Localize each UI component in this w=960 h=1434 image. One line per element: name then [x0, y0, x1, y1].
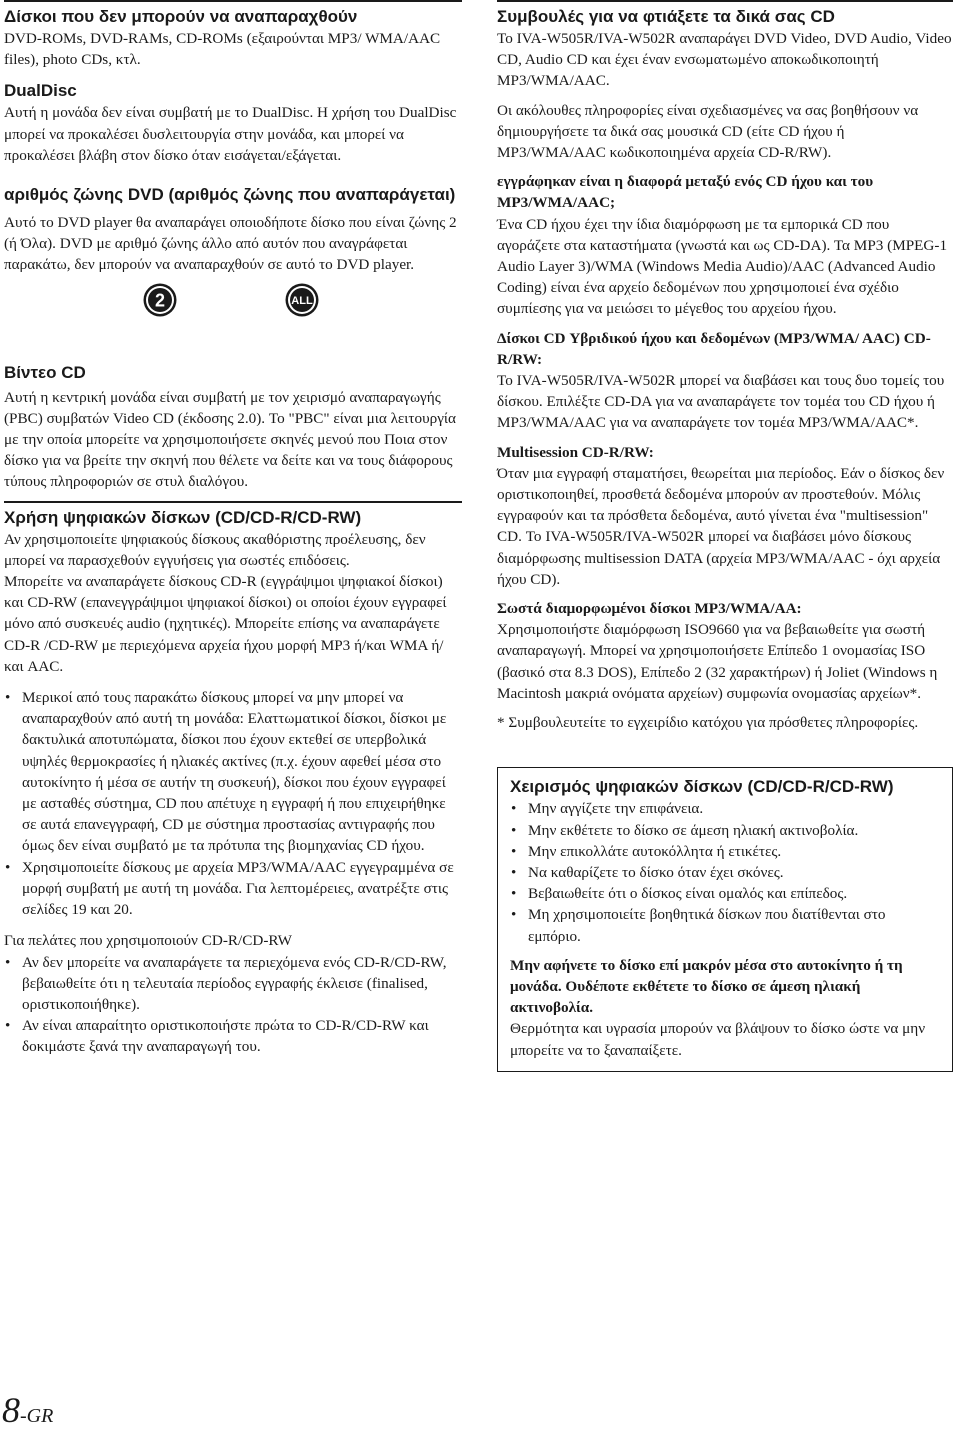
section-title: Χρήση ψηφιακών δίσκων (CD/CD-R/CD-RW) — [4, 507, 362, 527]
region-all-icon — [284, 282, 320, 318]
section-body: DVD-ROMs, DVD-RAMs, CD-ROMs (εξαιρούνται MP3/ WMA/AAC files), photo CDs, κτλ. — [4, 30, 441, 69]
region-icons — [4, 276, 462, 362]
section-body: Θερμότητα και υγρασία μπορούν να βλάψουν το δίσκο ώστε να μην μπορείτε να το ξαναπαίξετε. — [510, 1020, 926, 1059]
page-number-value: 8 — [2, 1390, 20, 1430]
region-all-label: ALL — [291, 294, 313, 307]
section-title: Δίσκοι που δεν μπορούν να αναπαραχθούν — [4, 7, 358, 26]
bullet-list — [4, 687, 462, 920]
list-item: • Μην αγγίζετε την επιφάνεια. — [510, 798, 940, 819]
section-video-cd — [4, 362, 462, 493]
bullet-list — [4, 952, 462, 1058]
section-cd-tips — [497, 0, 953, 733]
section-title: αριθμός ζώνης DVD (αριθμός ζώνης που αναπαράγεται) — [4, 185, 456, 205]
list-item: • Αν είναι απαραίτητο οριστικοποιήστε πρώτα το CD-R/CD-RW και δοκιμάστε ξανά την αναπαραγωγή του. — [4, 1015, 462, 1057]
section-unplayable-discs — [4, 0, 462, 70]
section-body: Για πελάτες που χρησιμοποιούν CD-R/CD-RW — [4, 932, 293, 950]
section-body: Όταν μια εγγραφή σταματήσει, θεωρείται μια περίοδος. Εάν ο δίσκος δεν οριστικοποιηθεί, προσθετά δεδομένα μπορούν αν προστεθούν. Μόλις εγγραφούν και τα πρόσθετα δεδομένα, αυτό γίνεται ένα "multisession" CD. Το IVA-W505R/IVA-W502R μπορεί να διαβάσει μόνο δίσκους διαμόρφωσης multisession DATA (αρχεία MP3/WMA/AAC - όχι αρχεία ήχου CD). — [497, 464, 945, 588]
section-title: Χειρισμός ψηφιακών δίσκων (CD/CD-R/CD-RW) — [510, 777, 894, 797]
section-dualdisc — [4, 80, 462, 166]
list-item: • Μη χρησιμοποιείτε βοηθητικά δίσκων που διατίθενται στο εμπόριο. — [510, 904, 940, 946]
footnote: * Συμβουλευτείτε το εγχειρίδιο κατόχου για πρόσθετες πληροφορίες. — [497, 714, 919, 732]
section-body: Αυτό το DVD player θα αναπαράγει οποιοδήποτε δίσκο που είναι ζώνης 2 (ή Όλα). DVD με αριθμό ζώνης άλλο από αυτόν που αναγράφεται παρακάτω, δεν μπορούν να αναπαραχθούν σε αυτό το DVD player. — [4, 214, 457, 274]
subheading: Δίσκοι CD Υβριδικού ήχου και δεδομένων (MP3/WMA/ AAC) CD-R/RW: — [497, 329, 931, 368]
list-item: • Χρησιμοποιείτε δίσκους με αρχεία MP3/WMA/AAC εγγεγραμμένα σε μορφή συμβατή με αυτή τη μονάδα. Για λεπτομέρειες, ανατρέξτε στις σελίδες 19 και 20. — [4, 857, 462, 921]
section-body: Το IVA-W505R/IVA-W502R αναπαράγει DVD Video, DVD Audio, Video CD, Audio CD και έχει έναν ενσωματωμένο αποκωδικοποιητή MP3/WMA/AAC. — [497, 30, 952, 90]
page-number — [2, 1392, 53, 1428]
section-body: Το IVA-W505R/IVA-W502R μπορεί να διαβάσει και τους δυο τομείς του δίσκου. Επιλέξτε CD-DA για να αναπαράγετε τον τομέα του CD ήχου ή MP3/WMA/AAC για να αναπαράγετε τον τομέα MP3/WMA/AAC*. — [497, 372, 945, 432]
section-body: Αν χρησιμοποιείτε ψηφιακούς δίσκους ακαθόριστης προέλευσης, δεν μπορεί να παρασχεθούν εγγυήσεις για σωστές επιδόσεις. — [4, 530, 426, 569]
warning-text: Μην αφήνετε το δίσκο επί μακρόν μέσα στο αυτοκίνητο ή τη μονάδα. Ουδέποτε εκθέτετε το δίσκο σε άμεση ηλιακή ακτινοβολία. — [510, 956, 903, 1017]
section-body: Οι ακόλουθες πληροφορίες είναι σχεδιασμένες να σας βοηθήσουν να δημιουργήσετε τα δικά σας μουσικά CD (είτε CD ήχου ή MP3/WMA/AAC κωδικοποιημένα αρχεία CD-R/RW). — [497, 101, 919, 162]
list-item: • Να καθαρίζετε το δίσκο όταν έχει σκόνες. — [510, 862, 940, 883]
list-item: • Αν δεν μπορείτε να αναπαράγετε τα περιεχόμενα ενός CD-R/CD-RW, βεβαιωθείτε ότι η τελευταία περίοδος εγγραφής έκλεισε (finalised, οριστικοποιήθηκε). — [4, 952, 462, 1016]
section-title: Συμβουλές για να φτιάξετε τα δικά σας CD — [497, 7, 835, 26]
section-body: Αυτή η μονάδα δεν είναι συμβατή με το DualDisc. Η χρήση του DualDisc μπορεί να προκαλέσει δυσλειτουργία στην μονάδα, και μπορεί να προκαλέσει βλάβη στον δίσκο όταν εισάγεται/εξάγεται. — [4, 104, 457, 164]
page-number-suffix: -GR — [20, 1405, 54, 1427]
left-column — [4, 0, 462, 1058]
section-body: Χρησιμοποιήστε διαμόρφωση ISO9660 για να βεβαιωθείτε για σωστή αναπαραγωγή. Μπορεί να χρησιμοποιήσετε Επίπεδο 1 ονομασίας ISO (βασικό στα 8.3 DOS), Επίπεδο 2 (32 χαρακτήρων) ή Joliet (Windows η Macintosh μακριά ονόματα αρχείων) συμφωνία ονομασίας αρχείων*. — [497, 621, 938, 702]
subheading: Multisession CD-R/RW: — [497, 443, 654, 461]
section-title: Βίντεο CD — [4, 362, 86, 382]
list-item: • Μερικοί από τους παρακάτω δίσκους μπορεί να μην μπορεί να αναπαραχθούν από αυτή τη μονάδα: Ελαττωματικοί δίσκοι, δίσκοι με δακτυλικά αποτυπώματα, δίσκοι που έχουν εκτεθεί σε υπερβολικά υψηλές θερμοκρασίες ή ηλιακές ακτίνες (π.χ. έχουν αφεθεί μέσα στο αυτοκίνητο ή μέσα σε αυτήν τη συσκευή), δίσκοι που έχουν εγγραφεί με ασταθές σύστημα, CD που απέτυχε η εγγραφή ή που επιχειρήθηκε σε αυτά επανεγγραφή, CD με σύστημα προστασίας αντιγραφής που όμως δεν είναι συμβατό με τα πρότυπα της βιομηχανίας CD ήχου. — [4, 687, 462, 857]
section-digital-discs — [4, 501, 462, 1058]
list-item: • Βεβαιωθείτε ότι ο δίσκος είναι ομαλός και επίπεδος. — [510, 883, 940, 904]
region-2-icon — [142, 282, 178, 318]
section-body: Ένα CD ήχου έχει την ίδια διαμόρφωση με τα εμπορικά CD που αγοράζετε στα καταστήματα (γνωστά και ως CD-DA). Τα MP3 (MPEG-1 Audio Layer 3)/WMA (Windows Media Audio)/AAC (Advanced Audio Coding) είναι ένα αρχείο δεδομένων που χρησιμοποιεί ένα σχέδιο συμπίεσης για να μειώσει το μέγεθος του αρχείου ήχου. — [497, 215, 948, 318]
section-title: DualDisc — [4, 81, 77, 101]
bullet-list — [510, 798, 940, 946]
right-column — [497, 0, 953, 1072]
list-item: • Μην εκθέτετε το δίσκο σε άμεση ηλιακή ακτινοβολία. — [510, 820, 940, 841]
section-body: Αυτή η κεντρική μονάδα είναι συμβατή με τον χειρισμό αναπαραγωγής (PBC) συμβατών Video CD (έκδοσης 2.0). Το "PBC" είναι μια λειτουργία με την οποία μπορείτε να χρησιμοποιήσετε σκηνές μενού που Ποια στον δίσκο για να βρείτε την σκηνή που θέλετε να δείτε και να τους διάφορους τύπους πληροφοριών σε στυλ διαλόγου. — [4, 388, 456, 491]
disc-handling-box — [497, 767, 953, 1071]
subheading: εγγράφηκαν είναι η διαφορά μεταξύ ενός CD ήχου και του MP3/WMA/AAC; — [497, 173, 874, 212]
region-2-label: 2 — [154, 290, 166, 311]
subheading: Σωστά διαμορφωμένοι δίσκοι MP3/WMA/AA: — [497, 600, 802, 618]
section-body: Μπορείτε να αναπαράγετε δίσκους CD-R (εγγράψιμοι ψηφιακοί δίσκοι) και CD-RW (επανεγγράψιμοι ψηφιακοί δίσκοι) οι οποίοι έχουν εγγραφεί μόνο από συσκευές audio (ηχητικές). Μπορείτε επίσης να αναπαράγετε CD-R /CD-RW με περιεχόμενα αρχεία ήχου μορφή MP3 ή/και WMA ή/ και AAC. — [4, 573, 447, 675]
section-region-code — [4, 182, 462, 362]
list-item: • Μην επικολλάτε αυτοκόλλητα ή ετικέτες. — [510, 841, 940, 862]
